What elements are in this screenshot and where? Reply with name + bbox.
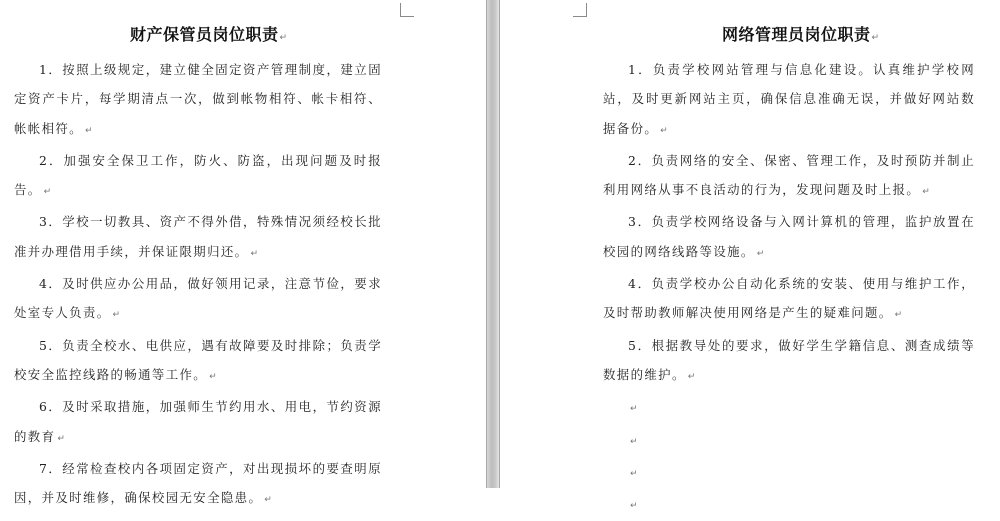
- paragraph: [603, 489, 975, 521]
- paragraph: [603, 425, 975, 457]
- left-page-body[interactable]: [14, 55, 382, 515]
- paragraph-text: 1．按照上级规定，建立健全固定资产管理制度，建立固定资产卡片，每学期清点一次，做到帐物相符、帐卡相符、帐帐相符。: [14, 62, 382, 136]
- paragraph-mark-icon: ↵: [43, 187, 52, 198]
- title-text: 网络管理员岗位职责: [722, 25, 871, 44]
- paragraph: [14, 146, 382, 208]
- page-corner-marker: [573, 3, 587, 17]
- paragraph-mark-icon: ↵: [84, 125, 93, 136]
- paragraph: [14, 392, 382, 454]
- paragraph: [603, 55, 975, 146]
- paragraph-mark-icon: ↵: [894, 310, 903, 321]
- paragraph-mark-icon: ↵: [279, 33, 288, 43]
- paragraph-mark-icon: ↵: [630, 436, 638, 447]
- paragraph: [603, 392, 975, 424]
- paragraph: [14, 269, 382, 331]
- paragraph-mark-icon: ↵: [630, 404, 638, 415]
- title-text: 财产保管员岗位职责: [130, 25, 279, 44]
- paragraph-text: 3．负责学校网络设备与入网计算机的管理，监护放置在校园的网络线路等设施。: [603, 214, 975, 259]
- paragraph-text: 5．负责全校水、电供应，遇有故障要及时排除；负责学校安全监控线路的畅通等工作。: [14, 337, 382, 382]
- paragraph: [603, 207, 975, 269]
- paragraph-mark-icon: ↵: [756, 248, 765, 259]
- paragraph-text: 2．负责网络的安全、保密、管理工作，及时预防并制止利用网络从事不良活动的行为，发现问题及时上报。: [603, 152, 975, 198]
- paragraph-mark-icon: ↵: [922, 187, 930, 198]
- page-corner-marker: [400, 3, 414, 17]
- paragraph-text: 2．加强安全保卫工作，防火、防盗，出现问题及时报告。: [14, 152, 382, 198]
- paragraph-mark-icon: ↵: [871, 33, 880, 43]
- page-right: [500, 0, 1000, 512]
- paragraph-mark-icon: ↵: [660, 125, 668, 136]
- paragraph-text: 6．及时采取措施，加强师生节约用水、用电，节约资源的教育: [14, 399, 382, 444]
- paragraph-text: 4．及时供应办公用品，做好领用记录，注意节俭，要求处室专人负责。: [14, 276, 382, 321]
- paragraph: [14, 55, 382, 146]
- paragraph-text: 1．负责学校网站管理与信息化建设。认真维护学校网站，及时更新网站主页，确保信息准确无误，并做好网站数据备份。: [603, 62, 975, 136]
- paragraph: [603, 269, 975, 331]
- page-gutter: [486, 0, 500, 488]
- paragraph-mark-icon: ↵: [630, 501, 638, 512]
- paragraph: [14, 331, 382, 393]
- paragraph-mark-icon: ↵: [264, 495, 272, 506]
- paragraph-text: 5．根据教导处的要求，做好学生学籍信息、测查成绩等数据的维护。: [603, 337, 975, 382]
- page-left: [0, 0, 486, 506]
- paragraph-mark-icon: ↵: [687, 371, 696, 382]
- left-page-title: [130, 22, 288, 45]
- paragraph-mark-icon: ↵: [57, 433, 65, 444]
- right-page-title: [722, 22, 880, 45]
- paragraph-mark-icon: ↵: [630, 468, 638, 479]
- paragraph-mark-icon: ↵: [209, 371, 217, 382]
- paragraph-text: 7．经常检查校内各项固定资产，对出现损坏的要查明原因，并及时维修，确保校园无安全隐患。: [14, 460, 382, 506]
- paragraph: [603, 331, 975, 393]
- paragraph: [603, 146, 975, 208]
- paragraph: [14, 454, 382, 516]
- paragraph-mark-icon: ↵: [112, 310, 121, 321]
- paragraph: [14, 207, 382, 269]
- paragraph: [603, 457, 975, 489]
- right-page-body[interactable]: [603, 55, 975, 521]
- paragraph-text: 4．负责学校办公自动化系统的安装、使用与维护工作，及时帮助教师解决使用网络是产生的疑难问题。: [603, 276, 975, 321]
- paragraph-text: 3．学校一切教具、资产不得外借，特殊情况须经校长批准并办理借用手续，并保证限期归还。: [14, 214, 382, 259]
- paragraph-mark-icon: ↵: [250, 248, 258, 259]
